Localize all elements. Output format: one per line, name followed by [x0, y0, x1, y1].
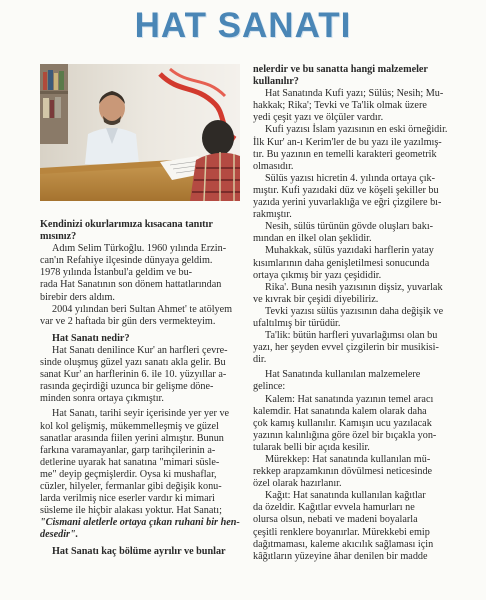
interview-photo — [40, 64, 240, 201]
answer-intro: Adım Selim Türkoğlu. 1960 yılında Erzin- can'ın Refahiye ilçesinde dünyaya geldim. 1978 yılında İstanbul'a geldim ve bu- rada Hat Sanatının son dönem hattatlarından birebir ders aldım. — [40, 243, 227, 303]
answer-styles: Hat Sanatında Kufi yazı; Sülüs; Nesih; Mu- hakkak; Rika'; Tevki ve Ta'lik olmak üzere yedi çeşit yazı ve ölçüler vardır. — [253, 88, 444, 124]
question-definition: Hat Sanatı nedir? — [52, 332, 130, 344]
answer-kagit: Kağıt: Hat sanatında kullanılan kağıtlar da özeldir. Kağıtlar evvela hamurları ne olursa olsun, nebati ve madeni boyalarla çeşitli renklere boyanırlar. Mürekkebi emip dağıtmaması, kaleme akıcılık sağlaması için kâğıtların yüzeyine âhar denilen bir madde — [253, 490, 434, 562]
definition-quote-end: desedir". — [40, 529, 79, 541]
article-title: HAT SANATI — [134, 6, 352, 45]
answer-materials-intro: Hat Sanatında kullanılan malzemelere gelince: — [253, 369, 421, 393]
answer-definition: Hat Sanatı denilince Kur' an harfleri çevre- sinde oluşmuş güzel yazı sanatı akla gelir. Bu sanat Kur' an harflerinin 6. ile 10. yüzyıllar a- rasında geçirdiği uzunca bir gelişme döne- minden sonra ortaya çıkmıştır. — [40, 344, 228, 405]
answer-talik: Ta'lik: bütün harfleri yuvarlağımsı olan bu yazı, her şeyden evvel çizgilerin bir musikisi- dir. — [253, 330, 439, 366]
answer-kufi: Kufi yazısı İslam yazısının en eski örneğidir. İlk Kur' an-ı Kerim'ler de bu yazı ile yazılmış- tır. Bu yazının en temelli karakteri geometrik olmasıdır. — [253, 124, 448, 172]
answer-tevki: Tevki yazısı sülüs yazısının daha değişik ve ufaltılmış bir türüdür. — [253, 305, 444, 329]
answer-muhakkak: Muhakkak, sülüs yazıdaki harflerin yatay kısımlarının daha genişletilmesi sonucunda ortaya çıkmış bir yazı çeşididir. — [253, 245, 434, 281]
left-column — [40, 219, 240, 559]
answer-kalem: Kalem: Hat sanatında yazının temel aracı kalemdir. Hat sanatında kalem olarak daha çok kamış kullanılır. Kamışın ucu yazılacak yazının kalınlığına göre özel bir bıçakla yon- tularak belli bir açıda kesilir. — [253, 393, 437, 453]
right-column — [253, 64, 459, 563]
answer-nesih: Nesih, sülüs türünün gövde oluşları bakı- mından en ilkel olan şeklidir. — [253, 221, 434, 245]
answer-intro-workshop: 2004 yılından beri Sultan Ahmet' te atölyem var ve 2 haftada bir gün ders vermekteyim. — [40, 303, 233, 327]
question-intro: Kendinizi okurlarımıza kısacana tanıtır mısınız? — [40, 219, 213, 243]
answer-sulus: Sülüs yazısı hicretin 4. yılında ortaya çık- mıştır. Kufi yazıdaki düz ve köşeli şekiller bu yazıda yerini yuvarlaklığa ve eğri çizgilere bı- rakmıştır. — [253, 172, 442, 221]
definition-quote: "Cismani aletlerle ortaya çıkan ruhani bir hen- — [40, 517, 240, 529]
question-categories-continued: nelerdir ve bu sanatta hangi malzemeler kullanılır? — [253, 64, 428, 88]
photo-illustration — [40, 64, 240, 201]
question-categories: Hat Sanatı kaç bölüme ayrılır ve bunlar — [52, 546, 226, 558]
answer-murekkep: Mürekkep: Hat sanatında kullanılan mü- rekkep arapzamkının dövülmesi neticesinde özel olarak hazırlanır. — [253, 454, 433, 490]
answer-history: Hat Sanatı, tarihi seyir içerisinde yer yer ve kol kol gelişmiş, mükemmelleşmiş ve güzel sanatlar arasında fiilen yerini almıştır. Bunun farkına varamayanlar, garp tarihçilerinin a- detlerine uyarak hat sanatına "mimari süsle- me" deyip geçmişlerdir. Oysa ki mushaflar, cüzler, hilyeler, fermanlar gibi değişik konu- larda verilmiş nice eserler vardır ki mimari süsleme ile hiçbir alakası yoktur. Hat Sanatı; "Cismani aletlerle ortaya çıkan ruhani bir hen- desedir". — [40, 408, 240, 541]
answer-rika: Rika'. Buna nesih yazısının dişsiz, yuvarlak ve kıvrak bir çeşidi diyebiliriz. — [253, 281, 443, 305]
